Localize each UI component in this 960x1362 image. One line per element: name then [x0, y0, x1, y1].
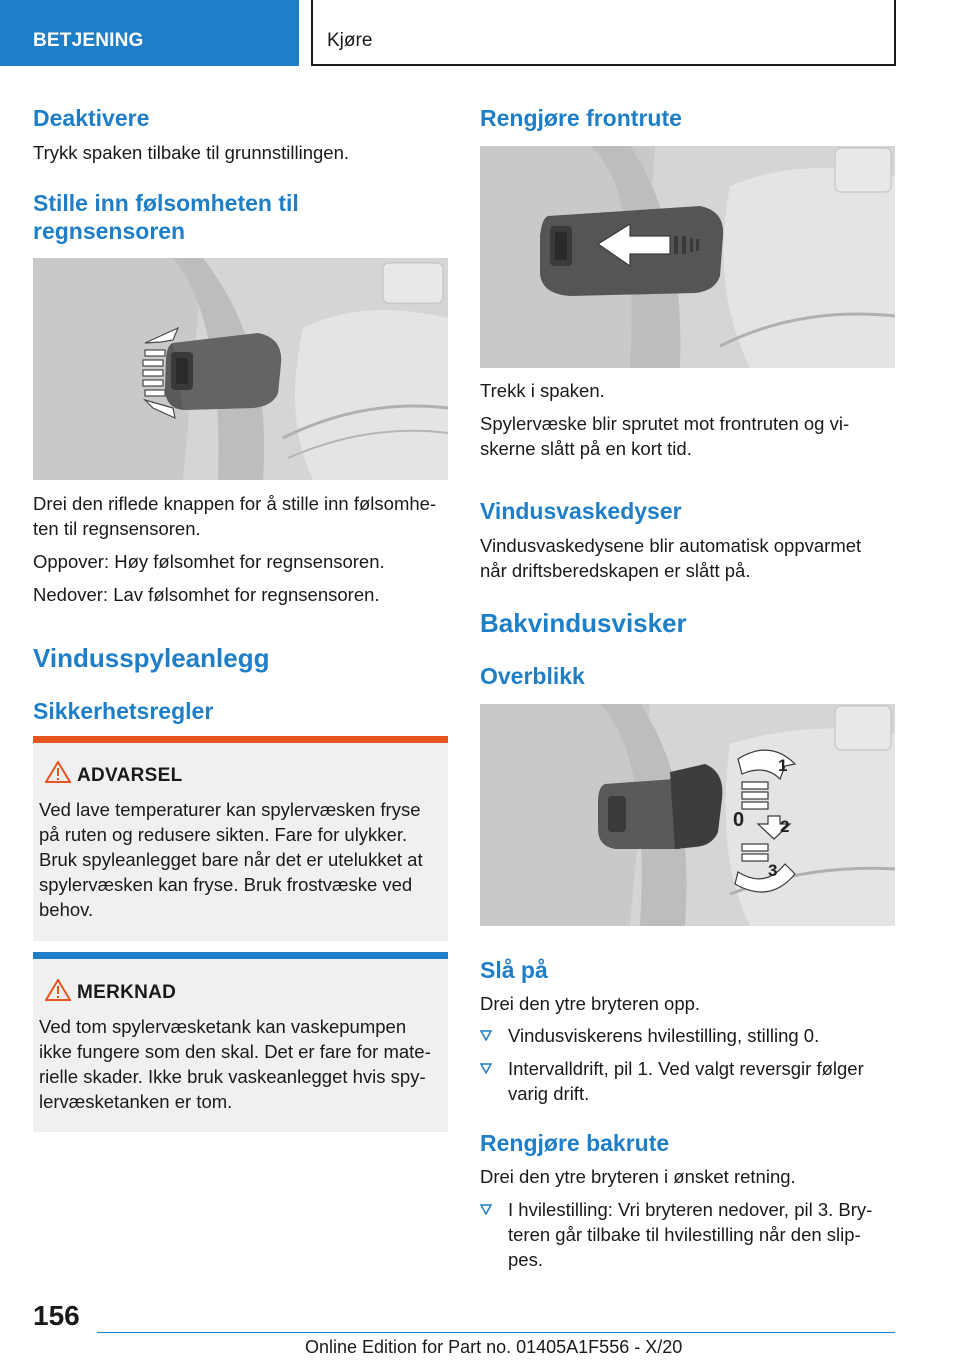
- note-line-3: rielle skader. Ikke bruk vaskeanlegget hvis spy-: [39, 1066, 426, 1087]
- note-bar: [33, 952, 448, 959]
- triangle-bullet-icon: [480, 1063, 492, 1074]
- text-pull-lever: Trekk i spaken.: [480, 380, 605, 401]
- warning-line-1: Ved lave temperaturer kan spylervæsken fryse: [39, 799, 421, 820]
- rear-wiper-switch-illustration: [480, 704, 895, 926]
- photo-rear-wiper-switch: [480, 704, 895, 926]
- warning-title: ADVARSEL: [77, 765, 183, 786]
- text-sensitivity-1a: Drei den riflede knappen for å stille inn følsomhe-: [33, 493, 437, 514]
- photo-rain-sensor-knob: [33, 258, 448, 480]
- heading-overview: Overblikk: [480, 663, 585, 689]
- text-sensitivity-1b: ten til regnsensoren.: [33, 518, 201, 539]
- list-item: [480, 1023, 895, 1048]
- heading-deactivate: Deaktivere: [33, 105, 150, 131]
- text-deactivate: Trykk spaken tilbake til grunnstillingen.: [33, 142, 350, 163]
- section-title: BETJENING: [33, 30, 144, 51]
- caution-icon: [45, 979, 71, 1001]
- list-item: [480, 1056, 895, 1106]
- heading-safety: Sikkerhetsregler: [33, 698, 214, 724]
- heading-sensitivity-2: regnsensoren: [33, 218, 186, 244]
- footer-edition: Online Edition for Part no. 01405A1F556 - X/20: [305, 1337, 683, 1357]
- warning-line-5: behov.: [39, 899, 94, 920]
- warning-line-4: spylervæsken kan fryse. Bruk frostvæske ved: [39, 874, 413, 895]
- heading-clean-rear: Rengjøre bakrute: [480, 1130, 670, 1156]
- text-washer-2: skerne slått på en kort tid.: [480, 438, 692, 459]
- label-position-2: 2: [780, 817, 790, 836]
- bullet-text: Vindusviskerens hvilestilling, stilling 0.: [508, 1025, 820, 1046]
- bullet-text-line-3: pes.: [508, 1249, 543, 1270]
- note-box: [33, 952, 448, 1132]
- list-item: [480, 1197, 895, 1272]
- heading-washer: Vindusspyleanlegg: [33, 643, 270, 673]
- text-washer-1: Spylervæske blir sprutet mot frontruten og vi-: [480, 413, 850, 434]
- heading-sensitivity-1: Stille inn følsomheten til: [33, 190, 299, 216]
- text-sensitivity-down: Nedover: Lav følsomhet for regnsensoren.: [33, 584, 380, 605]
- note-line-4: lervæsketanken er tom.: [39, 1091, 233, 1112]
- bullet-text-line-1: Intervalldrift, pil 1. Ved valgt reversgir følger: [508, 1058, 864, 1079]
- warning-icon: [45, 761, 71, 783]
- note-line-2: ikke fungere som den skal. Det er fare for mate-: [39, 1041, 431, 1062]
- text-nozzles-1: Vindusvaskedysene blir automatisk oppvarmet: [480, 535, 862, 556]
- note-line-1: Ved tom spylervæsketank kan vaskepumpen: [39, 1016, 407, 1037]
- windshield-lever-illustration: [480, 146, 895, 368]
- warning-line-2: på ruten og redusere sikten. Fare for ulykker.: [39, 824, 408, 845]
- note-title: MERKNAD: [77, 982, 177, 1003]
- text-clean-rear: Drei den ytre bryteren i ønsket retning.: [480, 1166, 796, 1187]
- heading-switch-on: Slå på: [480, 957, 548, 983]
- heading-clean-windshield: Rengjøre frontrute: [480, 105, 682, 131]
- heading-nozzles: Vindusvaskedyser: [480, 498, 682, 524]
- label-position-3: 3: [768, 861, 778, 880]
- label-position-1: 1: [778, 756, 788, 775]
- heading-rear-wiper: Bakvindusvisker: [480, 608, 687, 638]
- text-sensitivity-up: Oppover: Høy følsomhet for regnsensoren.: [33, 551, 385, 572]
- bullet-text-line-2: varig drift.: [508, 1083, 590, 1104]
- text-nozzles-2: når driftsberedskapen er slått på.: [480, 560, 751, 581]
- page-number: 156: [33, 1300, 80, 1331]
- warning-bar: [33, 736, 448, 743]
- warning-line-3: Bruk spyleanlegget bare når det er utelukket at: [39, 849, 423, 870]
- label-position-0: 0: [733, 809, 745, 831]
- section-tab: [0, 0, 299, 66]
- triangle-bullet-icon: [480, 1204, 492, 1215]
- footer-divider: [97, 1332, 895, 1333]
- text-switch-on: Drei den ytre bryteren opp.: [480, 993, 701, 1014]
- chapter-title: Kjøre: [327, 30, 373, 51]
- bullet-text-line-2: teren går tilbake til hvilestilling når den slip-: [508, 1224, 861, 1245]
- photo-windshield-lever: [480, 146, 895, 368]
- chapter-tab: [311, 0, 896, 66]
- bullet-text-line-1: I hvilestilling: Vri bryteren nedover, pil 3. Bry-: [508, 1199, 873, 1220]
- rain-sensor-knob-illustration: [33, 258, 448, 480]
- warning-box: [33, 736, 448, 941]
- triangle-bullet-icon: [480, 1030, 492, 1041]
